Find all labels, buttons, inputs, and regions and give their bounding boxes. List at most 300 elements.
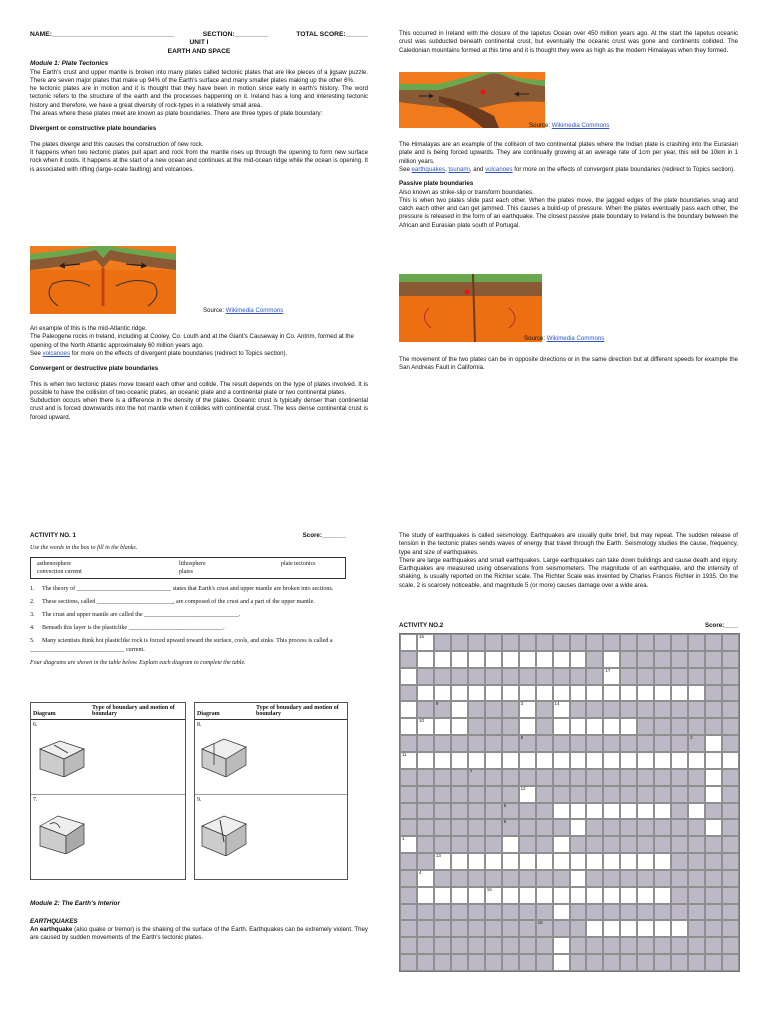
unit-title: EARTH AND SPACE — [167, 48, 231, 55]
crossword-cell[interactable] — [603, 920, 620, 937]
clue-number: 9 — [435, 701, 439, 707]
crossword-blocked-cell — [434, 920, 451, 937]
crossword-cell[interactable] — [536, 685, 553, 702]
name-field-label[interactable]: NAME:_________________________________ — [30, 31, 175, 38]
crossword-blocked-cell — [705, 870, 722, 887]
module1-pane — [30, 30, 368, 179]
crossword-cell[interactable] — [654, 685, 671, 702]
crossword-blocked-cell — [570, 904, 587, 921]
activity2-score[interactable]: Score:____ — [704, 622, 738, 629]
crossword-cell[interactable] — [417, 685, 434, 702]
question-text: Beneath this layer is the plasticlike _______________________________. — [42, 625, 225, 632]
crossword-cell[interactable] — [722, 752, 739, 769]
section-field-label[interactable]: SECTION:_________ — [202, 31, 269, 38]
crossword-blocked-cell — [400, 651, 417, 668]
crossword-cell[interactable] — [570, 685, 587, 702]
answer-cell[interactable] — [90, 795, 185, 870]
crossword-blocked-cell — [519, 954, 536, 971]
wikimedia-commons-link[interactable]: Wikimedia Commons — [551, 122, 610, 129]
convergent-see-rest: for more on the effects of convergent plate boundaries (redirect to Topics section). — [514, 165, 735, 173]
divergent-paragraph-2: It happens when two tectonic plates pull apart and rock from the mantle rises up through the opening to form new surface rock when it cools. It happens at the start of a new ocean and continues at the mid-ocean ridge while the ocean is opening. It is associated with rifting (large-scale faulting) and volcanoes. — [30, 148, 368, 173]
row-number: 8. — [195, 720, 254, 795]
crossword-cell[interactable] — [502, 887, 519, 904]
crossword-blocked-cell — [434, 701, 451, 718]
word-bank-item: plates — [179, 568, 193, 575]
crossword-blocked-cell — [536, 718, 553, 735]
crossword-cell[interactable] — [502, 752, 519, 769]
crossword-blocked-cell — [434, 836, 451, 853]
clue-number: 3 — [520, 701, 524, 707]
crossword-cell[interactable] — [536, 887, 553, 904]
crossword-cell[interactable] — [705, 769, 722, 786]
crossword-blocked-cell — [688, 954, 705, 971]
crossword-blocked-cell — [417, 853, 434, 870]
crossword-cell[interactable] — [434, 752, 451, 769]
crossword-blocked-cell — [688, 870, 705, 887]
crossword-blocked-cell — [688, 937, 705, 954]
crossword-blocked-cell — [485, 769, 502, 786]
crossword-cell[interactable] — [570, 819, 587, 836]
crossword-cell[interactable] — [519, 701, 536, 718]
crossword-blocked-cell — [536, 937, 553, 954]
clue-number: 5 — [503, 802, 507, 808]
crossword-blocked-cell — [536, 701, 553, 718]
crossword-cell[interactable] — [620, 887, 637, 904]
crossword-blocked-cell — [637, 836, 654, 853]
earthquake-term: An earthquake — [30, 926, 73, 934]
boundary-sketch-8 — [200, 735, 248, 777]
crossword-blocked-cell — [654, 718, 671, 735]
crossword-cell[interactable] — [553, 853, 570, 870]
crossword-cell[interactable] — [451, 701, 468, 718]
crossword-cell[interactable] — [603, 752, 620, 769]
earthquake-alt: (also quake or tremor) — [74, 926, 135, 934]
crossword-cell[interactable] — [603, 668, 620, 685]
crossword-cell[interactable] — [468, 752, 485, 769]
crossword-blocked-cell — [671, 786, 688, 803]
crossword-cell[interactable] — [536, 651, 553, 668]
crossword-cell[interactable] — [603, 685, 620, 702]
crossword-blocked-cell — [705, 836, 722, 853]
crossword-blocked-cell — [502, 701, 519, 718]
crossword-cell[interactable] — [570, 853, 587, 870]
word-bank-item: convection current — [37, 568, 82, 575]
crossword-blocked-cell — [468, 937, 485, 954]
crossword-cell[interactable] — [705, 819, 722, 836]
crossword-cell[interactable] — [451, 853, 468, 870]
crossword-blocked-cell — [400, 887, 417, 904]
crossword-blocked-cell — [688, 718, 705, 735]
crossword-blocked-cell — [519, 904, 536, 921]
crossword-cell[interactable] — [468, 651, 485, 668]
wikimedia-commons-link[interactable]: Wikimedia Commons — [225, 307, 284, 314]
crossword-blocked-cell — [434, 803, 451, 820]
crossword-blocked-cell — [620, 819, 637, 836]
question-5[interactable] — [30, 637, 346, 653]
crossword-cell[interactable] — [705, 752, 722, 769]
crossword-blocked-cell — [722, 954, 739, 971]
crossword-cell[interactable] — [485, 752, 502, 769]
crossword-blocked-cell — [400, 853, 417, 870]
crossword-cell[interactable] — [519, 887, 536, 904]
crossword-blocked-cell — [671, 870, 688, 887]
crossword-cell[interactable] — [570, 651, 587, 668]
crossword-blocked-cell — [519, 937, 536, 954]
crossword-cell[interactable] — [536, 752, 553, 769]
crossword-cell[interactable] — [620, 853, 637, 870]
crossword-cell[interactable] — [603, 718, 620, 735]
crossword-blocked-cell — [705, 685, 722, 702]
crossword-blocked-cell — [603, 904, 620, 921]
crossword-cell[interactable] — [586, 803, 603, 820]
crossword-cell[interactable] — [637, 887, 654, 904]
crossword-cell[interactable] — [519, 651, 536, 668]
crossword-blocked-cell — [485, 836, 502, 853]
crossword-blocked-cell — [417, 819, 434, 836]
crossword-blocked-cell — [705, 651, 722, 668]
crossword-blocked-cell — [468, 954, 485, 971]
crossword-cell[interactable] — [553, 836, 570, 853]
crossword-cell[interactable] — [570, 718, 587, 735]
crossword-blocked-cell — [502, 819, 519, 836]
crossword-blocked-cell — [570, 954, 587, 971]
crossword-blocked-cell — [620, 870, 637, 887]
crossword-blocked-cell — [722, 634, 739, 651]
crossword-cell[interactable] — [434, 887, 451, 904]
crossword-cell[interactable] — [705, 786, 722, 803]
crossword-blocked-cell — [654, 954, 671, 971]
crossword-cell[interactable] — [434, 685, 451, 702]
crossword-blocked-cell — [468, 870, 485, 887]
crossword-blocked-cell — [536, 668, 553, 685]
crossword-cell[interactable] — [536, 853, 553, 870]
crossword-cell[interactable] — [485, 853, 502, 870]
crossword-cell[interactable] — [519, 853, 536, 870]
crossword-blocked-cell — [451, 668, 468, 685]
crossword-cell[interactable] — [451, 685, 468, 702]
crossword-blocked-cell — [637, 904, 654, 921]
crossword-cell[interactable] — [400, 668, 417, 685]
crossword-cell[interactable] — [570, 870, 587, 887]
crossword-blocked-cell — [553, 819, 570, 836]
question-text: Many scientists think hot plasticlike rock is forced upward toward the surface, cools, and sinks. This process is called a _______________________________ current. — [30, 638, 333, 653]
crossword-cell[interactable] — [553, 904, 570, 921]
crossword-cell[interactable] — [553, 937, 570, 954]
crossword-cell[interactable] — [637, 920, 654, 937]
volcanoes-link[interactable]: volcanoes — [485, 165, 513, 173]
crossword-blocked-cell — [586, 701, 603, 718]
crossword-blocked-cell — [434, 954, 451, 971]
crossword-blocked-cell — [570, 836, 587, 853]
crossword-cell[interactable] — [417, 718, 434, 735]
crossword-blocked-cell — [502, 904, 519, 921]
crossword-cell[interactable] — [620, 718, 637, 735]
question-1[interactable] — [30, 585, 346, 593]
answer-cell[interactable] — [254, 795, 347, 870]
crossword-cell[interactable] — [671, 752, 688, 769]
crossword-blocked-cell — [485, 904, 502, 921]
question-4[interactable] — [30, 624, 346, 632]
crossword-blocked-cell — [400, 786, 417, 803]
crossword-cell[interactable] — [570, 752, 587, 769]
crossword-cell[interactable] — [688, 803, 705, 820]
crossword-cell[interactable] — [417, 752, 434, 769]
crossword-cell[interactable] — [417, 634, 434, 651]
convergent-see-paragraph: See earthquakes, tsunami, and volcanoes for more on the effects of convergent plate boundaries (redirect to Topics section). — [399, 165, 735, 173]
wikimedia-commons-link[interactable]: Wikimedia Commons — [546, 335, 605, 342]
crossword-cell[interactable] — [586, 920, 603, 937]
crossword-blocked-cell — [485, 668, 502, 685]
crossword-blocked-cell — [417, 786, 434, 803]
crossword-cell[interactable] — [688, 752, 705, 769]
earthquakes-heading: EARTHQUAKES — [30, 917, 78, 925]
crossword-blocked-cell — [400, 870, 417, 887]
header-line — [30, 30, 368, 39]
crossword-blocked-cell — [705, 634, 722, 651]
crossword-cell[interactable] — [705, 735, 722, 752]
crossword-cell[interactable] — [553, 954, 570, 971]
crossword-blocked-cell — [417, 836, 434, 853]
crossword-cell[interactable] — [502, 651, 519, 668]
crossword-cell[interactable] — [451, 651, 468, 668]
crossword-cell[interactable] — [620, 803, 637, 820]
crossword-blocked-cell — [722, 651, 739, 668]
crossword-blocked-cell — [671, 769, 688, 786]
convergent-source — [529, 122, 609, 129]
crossword-cell[interactable] — [468, 887, 485, 904]
crossword-cell[interactable] — [553, 752, 570, 769]
earthquake-definition-rest: is the shaking of the surface of the Earth. Earthquakes can be extremely violent. They are caused by sudden movements of the Earth's tectonic plates. — [30, 926, 368, 942]
crossword-blocked-cell — [502, 634, 519, 651]
crossword-cell[interactable] — [553, 701, 570, 718]
crossword-cell[interactable] — [519, 752, 536, 769]
crossword-blocked-cell — [400, 954, 417, 971]
crossword-cell[interactable] — [570, 887, 587, 904]
crossword-blocked-cell — [688, 786, 705, 803]
crossword-blocked-cell — [705, 668, 722, 685]
crossword-cell[interactable] — [586, 853, 603, 870]
crossword-cell[interactable] — [620, 685, 637, 702]
crossword-cell[interactable] — [451, 718, 468, 735]
crossword-blocked-cell — [400, 937, 417, 954]
crossword-blocked-cell — [485, 786, 502, 803]
crossword-blocked-cell — [417, 668, 434, 685]
crossword-blocked-cell — [417, 954, 434, 971]
crossword-cell[interactable] — [434, 718, 451, 735]
crossword-blocked-cell — [570, 701, 587, 718]
crossword-cell[interactable] — [637, 803, 654, 820]
crossword-cell[interactable] — [400, 752, 417, 769]
total-score-label[interactable]: TOTAL SCORE:______ — [296, 31, 368, 38]
crossword-blocked-cell — [451, 769, 468, 786]
crossword-blocked-cell — [722, 685, 739, 702]
crossword-cell[interactable] — [417, 887, 434, 904]
crossword-cell[interactable] — [553, 651, 570, 668]
crossword-blocked-cell — [688, 769, 705, 786]
crossword-cell[interactable] — [603, 853, 620, 870]
crossword-blocked-cell — [519, 920, 536, 937]
crossword-blocked-cell — [553, 769, 570, 786]
crossword-blocked-cell — [688, 920, 705, 937]
right-top-pane-end — [399, 356, 738, 378]
crossword-cell[interactable] — [671, 685, 688, 702]
crossword-blocked-cell — [536, 920, 553, 937]
crossword-grid[interactable] — [399, 633, 740, 972]
crossword-cell[interactable] — [603, 803, 620, 820]
activity2-title: ACTIVITY NO.2 — [399, 622, 444, 629]
crossword-blocked-cell — [434, 786, 451, 803]
crossword-blocked-cell — [722, 701, 739, 718]
crossword-blocked-cell — [417, 701, 434, 718]
crossword-cell[interactable] — [400, 836, 417, 853]
crossword-cell[interactable] — [688, 685, 705, 702]
divergent-paragraph-5 — [30, 350, 368, 358]
crossword-blocked-cell — [654, 819, 671, 836]
right-top-pane — [399, 30, 738, 60]
crossword-blocked-cell — [603, 634, 620, 651]
activity1-score[interactable]: Score:_______ — [302, 532, 346, 539]
volcanoes-link[interactable]: volcanoes — [42, 349, 70, 357]
divergent-paragraph-1: The plates diverge and this causes the construction of new rock. — [30, 140, 204, 148]
crossword-blocked-cell — [671, 954, 688, 971]
crossword-cell[interactable] — [502, 685, 519, 702]
crossword-blocked-cell — [536, 786, 553, 803]
convergent-paragraph-2: Subduction occurs when there is a difference in the density of the plates. Oceanic crust is typically denser than continental crust and is forced downwards into the hot mantle when it collides with continental crust. The less dense continental crust is forced upward. — [30, 397, 368, 421]
crossword-blocked-cell — [654, 836, 671, 853]
crossword-cell[interactable] — [620, 920, 637, 937]
crossword-blocked-cell — [553, 920, 570, 937]
crossword-blocked-cell — [468, 836, 485, 853]
crossword-cell[interactable] — [654, 853, 671, 870]
crossword-blocked-cell — [722, 735, 739, 752]
crossword-blocked-cell — [637, 634, 654, 651]
crossword-blocked-cell — [637, 668, 654, 685]
crossword-blocked-cell — [417, 937, 434, 954]
crossword-blocked-cell — [468, 668, 485, 685]
crossword-blocked-cell — [519, 870, 536, 887]
crossword-blocked-cell — [451, 836, 468, 853]
crossword-blocked-cell — [586, 819, 603, 836]
crossword-cell[interactable] — [637, 685, 654, 702]
activity1-pane — [30, 532, 346, 667]
answer-cell[interactable] — [254, 720, 347, 795]
crossword-cell[interactable] — [400, 718, 417, 735]
crossword-cell[interactable] — [654, 752, 671, 769]
crossword-blocked-cell — [671, 887, 688, 904]
answer-cell[interactable] — [90, 720, 185, 795]
crossword-blocked-cell — [654, 651, 671, 668]
crossword-cell[interactable] — [553, 887, 570, 904]
crossword-cell[interactable] — [654, 803, 671, 820]
crossword-blocked-cell — [688, 904, 705, 921]
crossword-blocked-cell — [586, 904, 603, 921]
crossword-cell[interactable] — [519, 718, 536, 735]
passive-heading: Passive plate boundaries — [399, 180, 474, 188]
clue-number: 4 — [418, 869, 422, 875]
crossword-cell[interactable] — [586, 685, 603, 702]
clue-number: 10 — [418, 718, 424, 724]
crossword-cell[interactable] — [417, 870, 434, 887]
crossword-cell[interactable] — [451, 752, 468, 769]
crossword-blocked-cell — [671, 701, 688, 718]
crossword-cell[interactable] — [671, 920, 688, 937]
crossword-cell[interactable] — [637, 853, 654, 870]
crossword-blocked-cell — [502, 735, 519, 752]
crossword-cell[interactable] — [434, 853, 451, 870]
crossword-blocked-cell — [586, 870, 603, 887]
crossword-blocked-cell — [536, 634, 553, 651]
see-text: See — [399, 165, 410, 173]
crossword-cell[interactable] — [586, 887, 603, 904]
crossword-cell[interactable] — [468, 853, 485, 870]
crossword-cell[interactable] — [485, 887, 502, 904]
crossword-cell[interactable] — [570, 803, 587, 820]
crossword-cell[interactable] — [468, 685, 485, 702]
tsunami-link[interactable]: tsunami — [448, 165, 470, 173]
question-3[interactable] — [30, 611, 346, 619]
crossword-blocked-cell — [502, 954, 519, 971]
question-text: The theory of _______________________________ states that Earth's crust and upper mantle are broken into sections. — [42, 585, 334, 592]
module2-title: Module 2: The Earth's Interior — [30, 900, 120, 907]
crossword-cell[interactable] — [485, 685, 502, 702]
crossword-cell[interactable] — [654, 887, 671, 904]
crossword-blocked-cell — [620, 651, 637, 668]
crossword-cell[interactable] — [603, 651, 620, 668]
crossword-cell[interactable] — [519, 685, 536, 702]
crossword-blocked-cell — [620, 836, 637, 853]
crossword-blocked-cell — [586, 937, 603, 954]
crossword-blocked-cell — [654, 701, 671, 718]
word-bank-item: plate tectonics — [281, 560, 316, 567]
crossword-cell[interactable] — [553, 685, 570, 702]
crossword-blocked-cell — [722, 853, 739, 870]
module1-title: Module 1: Plate Tectonics — [30, 59, 109, 67]
crossword-blocked-cell — [451, 954, 468, 971]
module1-pane-continued — [30, 325, 368, 427]
crossword-cell[interactable] — [553, 803, 570, 820]
crossword-blocked-cell — [570, 735, 587, 752]
crossword-cell[interactable] — [620, 752, 637, 769]
crossword-cell[interactable] — [586, 752, 603, 769]
crossword-blocked-cell — [451, 870, 468, 887]
passive-paragraph-2: This is when two plates slide past each other. When the plates move, the jagged edges of the plate boundaries snag and catch each other and can get jammed. This causes a build-up of pressure. When the plates eventually pass each other, the pressure is released in the form of an earthquake. The closest passive plate boundary to Ireland is the boundary between the African and Eurasian plate south of Portugal. — [399, 196, 738, 229]
crossword-cell[interactable] — [553, 718, 570, 735]
crossword-cell[interactable] — [417, 651, 434, 668]
crossword-blocked-cell — [688, 887, 705, 904]
crossword-cell[interactable] — [451, 887, 468, 904]
crossword-cell[interactable] — [485, 651, 502, 668]
crossword-blocked-cell — [688, 735, 705, 752]
crossword-cell[interactable] — [400, 701, 417, 718]
source-label: Source: — [524, 335, 546, 342]
crossword-cell[interactable] — [502, 853, 519, 870]
question-number: 4. — [30, 625, 35, 632]
crossword-cell[interactable] — [586, 718, 603, 735]
crossword-cell[interactable] — [637, 752, 654, 769]
crossword-cell[interactable] — [519, 786, 536, 803]
earthquakes-link[interactable]: earthquakes — [411, 165, 446, 173]
boundary-sketch-6 — [38, 735, 86, 777]
question-2[interactable] — [30, 598, 346, 606]
crossword-cell[interactable] — [654, 920, 671, 937]
crossword-cell[interactable] — [502, 836, 519, 853]
crossword-cell[interactable] — [400, 634, 417, 651]
crossword-blocked-cell — [417, 920, 434, 937]
crossword-blocked-cell — [485, 735, 502, 752]
crossword-cell[interactable] — [434, 651, 451, 668]
crossword-blocked-cell — [637, 937, 654, 954]
crossword-cell[interactable] — [603, 887, 620, 904]
